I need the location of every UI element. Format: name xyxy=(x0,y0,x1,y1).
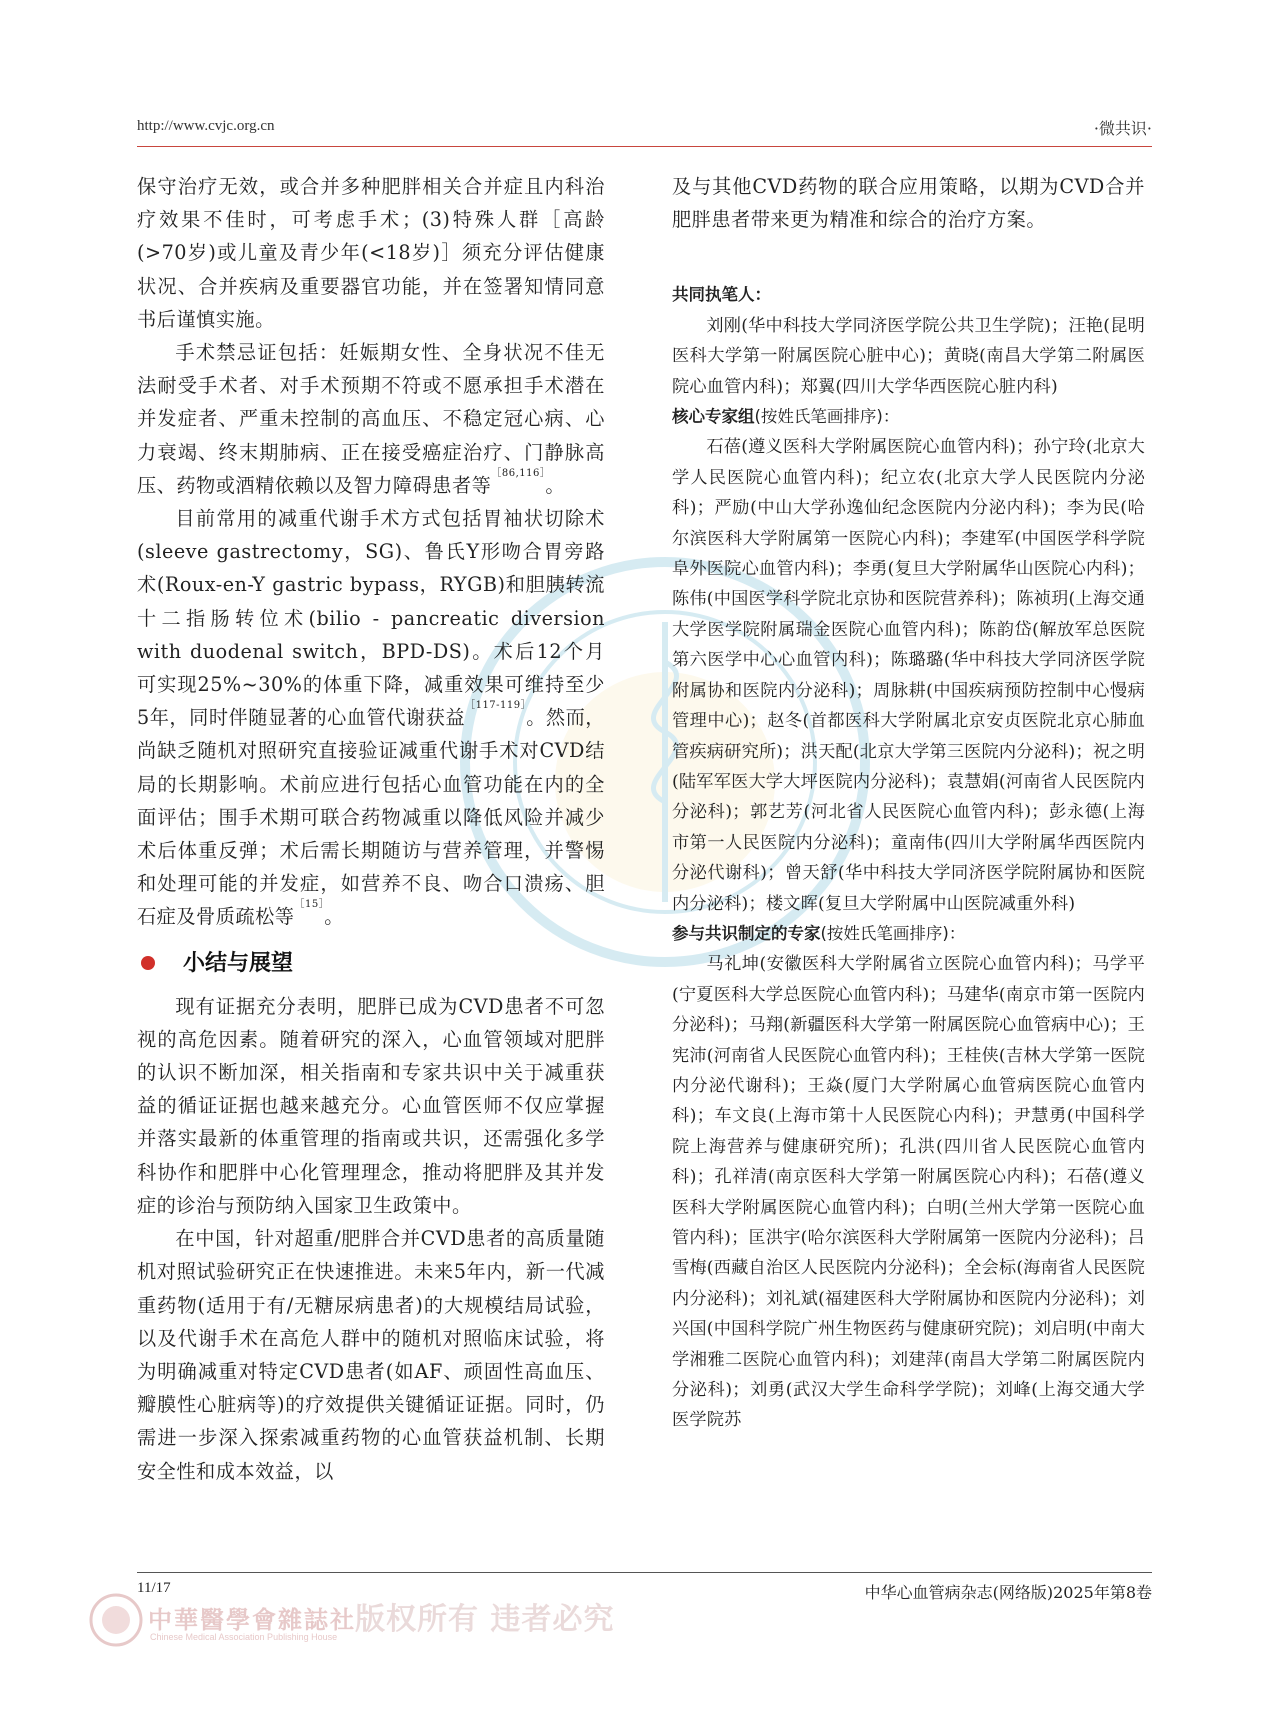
citation: ［117-119］ xyxy=(465,700,527,712)
bullet-dot-icon xyxy=(141,956,155,970)
paragraph xyxy=(137,336,605,502)
participant-experts-heading xyxy=(672,919,1145,949)
journal-name: 中华心血管病杂志(网络版)2025年第8卷 xyxy=(864,1583,1152,1602)
copyright-stamp: 版权所有 违者必究 xyxy=(355,1602,615,1637)
header-url[interactable]: http://www.cvjc.org.cn xyxy=(137,118,275,134)
publisher-name: 中華醫學會雜誌社 xyxy=(148,1605,356,1634)
heading-note: (按姓氏笔画排序)： xyxy=(820,923,966,943)
paragraph: 及与其他CVD药物的联合应用策略，以期为CVD合并肥胖患者带来更为精准和综合的治疗方案。 xyxy=(672,175,1145,232)
heading-text: 参与共识制定的专家 xyxy=(672,923,821,943)
left-column xyxy=(137,170,605,1488)
section-title: 小结与展望 xyxy=(183,950,294,976)
publisher-logo-icon xyxy=(88,1592,144,1648)
header-divider xyxy=(137,146,1152,147)
paragraph-end: 。 xyxy=(324,905,344,929)
header-section-label: ·微共识· xyxy=(1093,119,1152,138)
citation: ［86,116］ xyxy=(491,467,546,479)
paragraph-text: 。然而，尚缺乏随机对照研究直接验证减重代谢手术对CVD结局的长期影响。术前应进行包括心血管功能在内的全面评估；围手术期可联合药物减重以降低风险并减少术后体重反弹；术后需长期随访与营养管理，并警惕和处理可能的并发症，如营养不良、吻合口溃疡、胆石症及骨质疏松等 xyxy=(137,706,605,929)
paragraph xyxy=(137,502,605,934)
right-column xyxy=(672,170,1145,1436)
heading-note: (按姓氏笔画排序)： xyxy=(754,407,900,427)
section-heading xyxy=(137,944,605,986)
core-experts-list: 石蓓(遵义医科大学附属医院心血管内科)；孙宁玲(北京大学人民医院心血管内科)；纪立农(北京大学人民医院内分泌科)；严励(中山大学孙逸仙纪念医院内分泌内科)；李为民(哈尔滨医科大学附属第一医院心内科)；李建军(中国医学科学院阜外医院心血管内科)；李勇(复旦大学附属华山医院心内科)；陈伟(中国医学科学院北京协和医院营养科)；陈祯玥(上海交通大学医学院附属瑞金医院心血管内科)；陈韵岱(解放军总医院第六医学中心心血管内科)；陈璐璐(华中科技大学同济医学院附属协和医院内分泌科)；周脉耕(中国疾病预防控制中心慢病管理中心)；赵冬(首都医科大学附属北京安贞医院北京心肺血管疾病研究所)；洪天配(北京大学第三医院内分泌科)；祝之明(陆军军医大学大坪医院内分泌科)；袁慧娟(河南省人民医院内分泌科)；郭艺芳(河北省人民医院心血管内科)；彭永德(上海市第一人民医院内分泌科)；童南伟(四川大学附属华西医院内分泌代谢科)；曾天舒(华中科技大学同济医学院附属协和医院内分泌科)；楼文晖(复旦大学附属中山医院减重外科) xyxy=(672,437,1145,914)
writers-heading: 共同执笔人： xyxy=(672,285,771,305)
paragraph: 在中国，针对超重/肥胖合并CVD患者的高质量随机对照试验研究正在快速推进。未来5年内，新一代减重药物(适用于有/无糖尿病患者)的大规模结局试验，以及代谢手术在高危人群中的随机对照临床试验，将为明确减重对特定CVD患者(如AF、顽固性高血压、瓣膜性心脏病等)的疗效提供关键循证证据。同时，仍需进一步深入探索减重药物的心血管获益机制、长期安全性和成本效益，以 xyxy=(137,1227,605,1483)
footer-divider xyxy=(137,1572,1152,1573)
writers-list: 刘刚(华中科技大学同济医学院公共卫生学院)；汪艳(昆明医科大学第一附属医院心脏中心)；黄晓(南昌大学第二附属医院心血管内科)；郑翼(四川大学华西医院心脏内科) xyxy=(672,315,1145,397)
paragraph-text: 手术禁忌证包括：妊娠期女性、全身状况不佳无法耐受手术者、对手术预期不符或不愿承担手术潜在并发症者、严重未控制的高血压、不稳定冠心病、心力衰竭、终末期肺病、正在接受癌症治疗、门静脉高压、药物或酒精依赖以及智力障碍患者等 xyxy=(137,341,605,497)
page-number: 11/17 xyxy=(137,1580,171,1596)
paragraph-text: 目前常用的减重代谢手术方式包括胃袖状切除术(sleeve gastrectomy，SG)、鲁氏Y形吻合胃旁路术(Roux-en-Y gastric bypass，RYGB)和胆胰转流十二指肠转位术(bilio - pancreatic diversion with duodenal switch，BPD-DS)。术后12个月可实现25%~30%的体重下降，减重效果可维持至少5年，同时伴随显著的心血管代谢获益 xyxy=(137,507,605,730)
heading-text: 核心专家组 xyxy=(672,407,755,427)
publisher-name-en: Chinese Medical Association Publishing House xyxy=(150,1632,338,1642)
spacer xyxy=(672,236,1145,280)
core-experts-heading xyxy=(672,402,1145,432)
citation: ［15］ xyxy=(294,899,325,911)
paragraph-end: 。 xyxy=(545,473,566,497)
participant-experts-list: 马礼坤(安徽医科大学附属省立医院心血管内科)；马学平(宁夏医科大学总医院心血管内科)；马建华(南京市第一医院内分泌科)；马翔(新疆医科大学第一附属医院心血管病中心)；王宪沛(河南省人民医院心血管内科)；王桂侠(吉林大学第一医院内分泌代谢科)；王焱(厦门大学附属心血管病医院心血管内科)；车文良(上海市第十人民医院心内科)；尹慧勇(中国科学院上海营养与健康研究所)；孔洪(四川省人民医院心血管内科)；孔祥清(南京医科大学第一附属医院心内科)；石蓓(遵义医科大学附属医院心血管内科)；白明(兰州大学第一医院心血管内科)；匡洪宇(哈尔滨医科大学附属第一医院内分泌科)；吕雪梅(西藏自治区人民医院内分泌科)；全会标(海南省人民医院内分泌科)；刘礼斌(福建医科大学附属协和医院内分泌科)；刘兴国(中国科学院广州生物医药与健康研究院)；刘启明(中南大学湘雅二医院心血管内科)；刘建萍(南昌大学第二附属医院内分泌科)；刘勇(武汉大学生命科学学院)；刘峰(上海交通大学医学院苏 xyxy=(672,954,1145,1431)
paragraph: 现有证据充分表明，肥胖已成为CVD患者不可忽视的高危因素。随着研究的深入，心血管领域对肥胖的认识不断加深，相关指南和专家共识中关于减重获益的循证证据也越来越充分。心血管医师不仅应掌握并落实最新的体重管理的指南或共识，还需强化多学科协作和肥胖中心化管理理念，推动将肥胖及其并发症的诊治与预防纳入国家卫生政策中。 xyxy=(137,994,605,1217)
paragraph: 保守治疗无效，或合并多种肥胖相关合并症且内科治疗效果不佳时，可考虑手术；(3)特殊人群［高龄(>70岁)或儿童及青少年(<18岁)］须充分评估健康状况、合并疾病及重要器官功能，并在签署知情同意书后谨慎实施。 xyxy=(137,175,605,331)
